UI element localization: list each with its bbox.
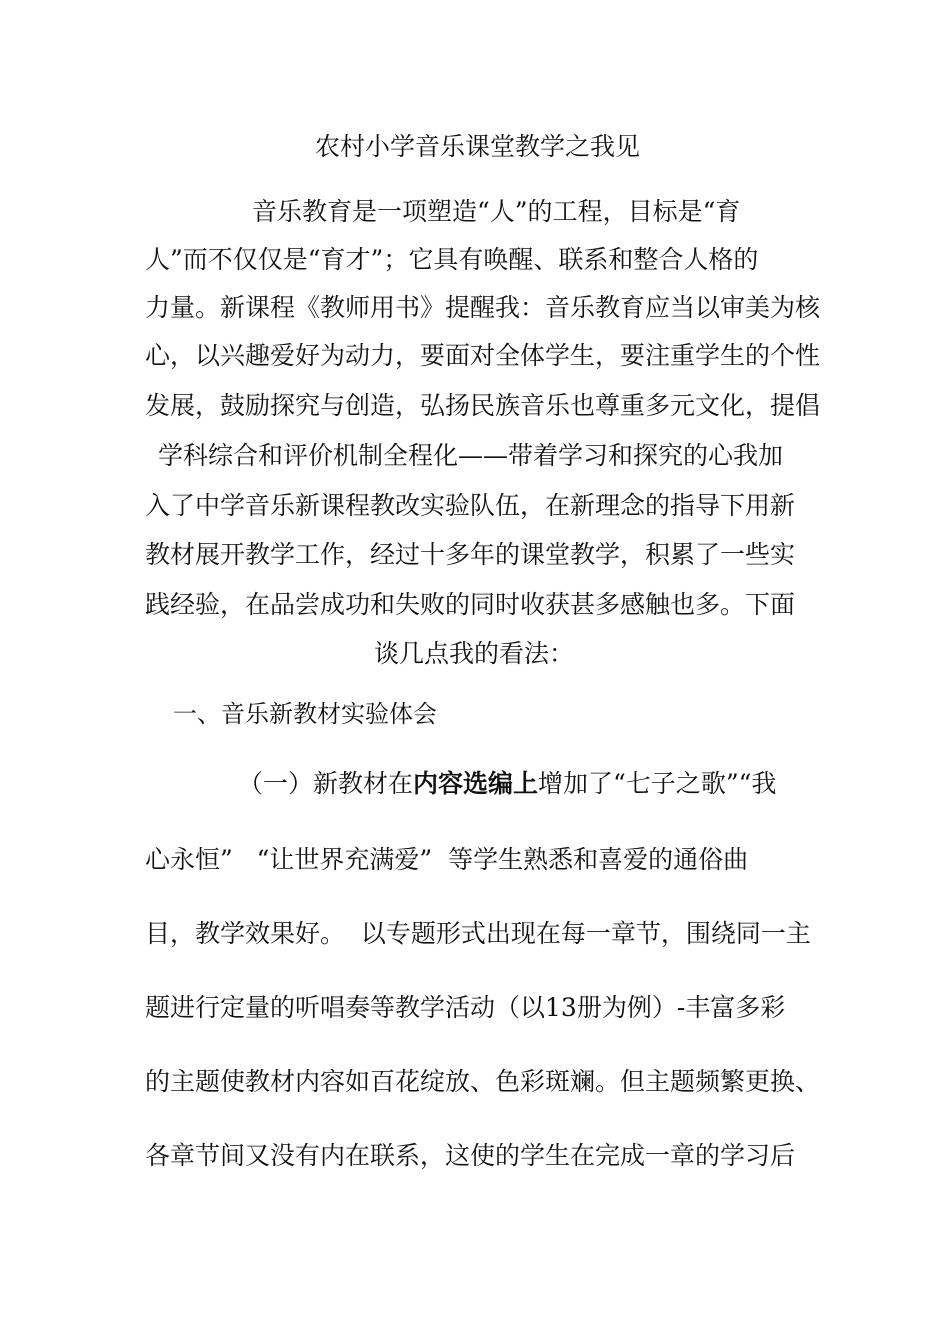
paragraph-line: 音乐教育是一项塑造“人”的工程，目标是“育 — [252, 197, 741, 226]
paragraph-line: 践经验，在品尝成功和失败的同时收获甚多感触也多。下面 — [145, 590, 796, 619]
paragraph-line: 发展，鼓励探究与创造，弘扬民族音乐也尊重多元文化，提倡 — [145, 391, 821, 420]
paragraph-line: 心，以兴趣爱好为动力，要面对全体学生，要注重学生的个性 — [145, 341, 821, 370]
section-heading: 一、音乐新教材实验体会 — [173, 700, 437, 728]
paragraph-line: 题进行定量的听唱奏等教学活动（以13册为例）-丰富多彩 — [145, 993, 786, 1022]
paragraph-line: 人”而不仅仅是“育才”；它具有唤醒、联系和整合人格的 — [145, 245, 759, 274]
subsection-bold-term: 内容选编上 — [413, 769, 539, 798]
paragraph-line: 目，教学效果好。 以专题形式出现在每一章节，围绕同一主 — [145, 919, 811, 948]
subsection-suffix: 增加了“七子之歌”“我 — [538, 769, 777, 798]
paragraph-line: 入了中学音乐新课程教改实验队伍，在新理念的指导下用新 — [145, 491, 796, 520]
paragraph-line: 力量。新课程《教师用书》提醒我：音乐教育应当以审美为核 — [145, 293, 821, 322]
paragraph-line: 的主题使教材内容如百花绽放、色彩斑斓。但主题频繁更换、 — [145, 1067, 821, 1096]
subsection-line — [238, 768, 776, 800]
paragraph-line: 谈几点我的看法： — [374, 639, 575, 668]
document-title: 农村小学音乐课堂教学之我见 — [315, 132, 641, 161]
paragraph-line: 学科综合和评价机制全程化——带着学习和探究的心我加 — [158, 441, 784, 470]
paragraph-line: 各章节间又没有内在联系，这使的学生在完成一章的学习后 — [145, 1141, 796, 1170]
paragraph-line: 教材展开教学工作，经过十多年的课堂教学，积累了一些实 — [145, 540, 796, 569]
subsection-prefix: （一）新教材在 — [238, 769, 414, 798]
paragraph-line: 心永恒” “让世界充满爱” 等学生熟悉和喜爱的通俗曲 — [145, 845, 749, 874]
